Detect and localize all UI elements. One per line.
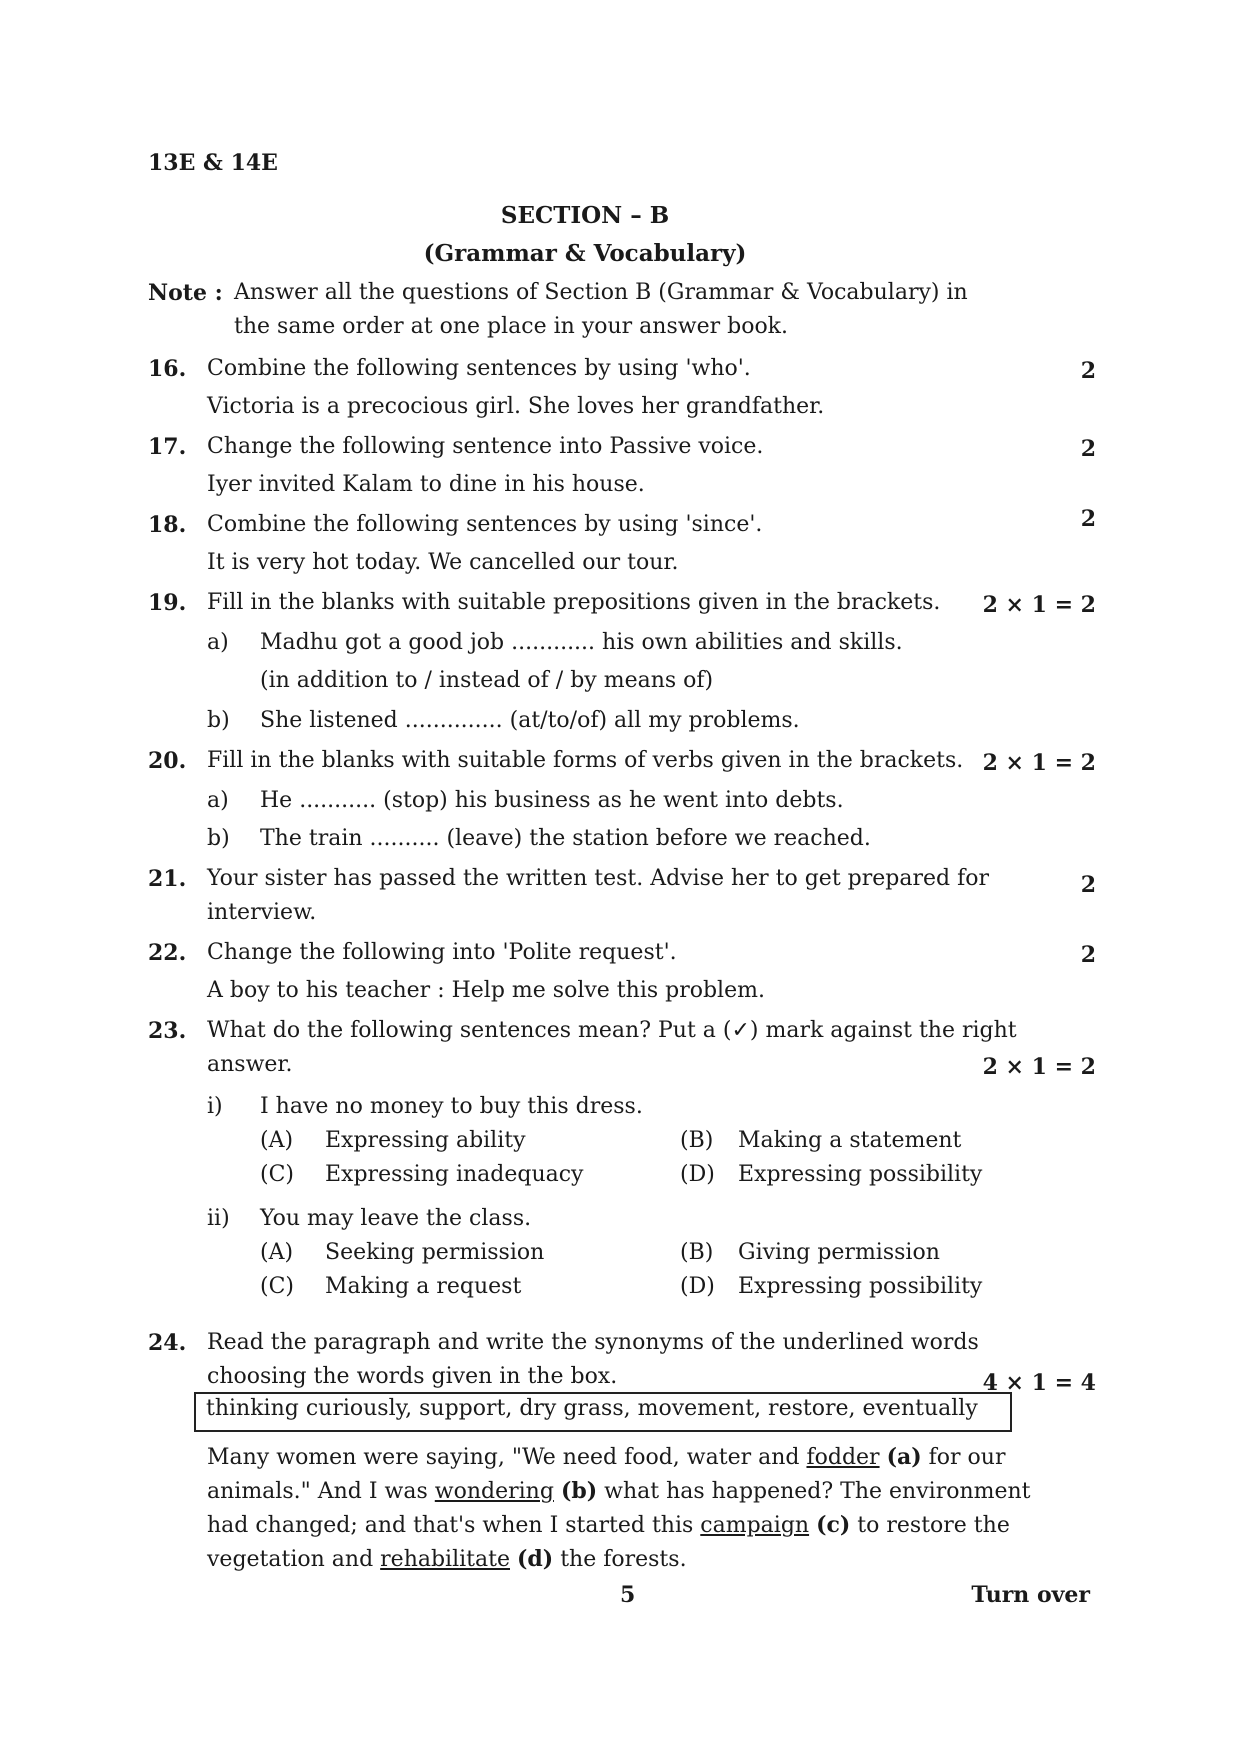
note-label: Note : (148, 280, 223, 306)
underlined-word-campaign: campaign (700, 1513, 810, 1538)
q20-b-label: b) (207, 826, 230, 851)
q23-i-option-a-text: Expressing ability (325, 1128, 526, 1153)
section-title: SECTION – B (500, 202, 670, 229)
q23-ii-option-d-label: (D) (680, 1274, 715, 1299)
q23-text-line2: answer. (207, 1052, 293, 1077)
q23-ii-option-d-text: Expressing possibility (738, 1274, 983, 1299)
q24-text-line2: choosing the words given in the box. (207, 1364, 618, 1389)
underlined-word-rehabilitate: rehabilitate (380, 1547, 510, 1572)
q23-ii-option-c-label: (C) (260, 1274, 294, 1299)
q23-text: What do the following sentences mean? Put a (✓) mark against the right (207, 1018, 1017, 1043)
q20-a-text: He ........... (stop) his business as he went into debts. (260, 788, 844, 813)
q22-marks: 2 (1080, 942, 1096, 968)
q18-marks: 2 (1080, 506, 1096, 532)
paper-code: 13E & 14E (148, 150, 278, 176)
q20-b-text: The train .......... (leave) the station before we reached. (260, 826, 871, 851)
q17-text: Change the following sentence into Passive voice. (207, 434, 764, 459)
word-box-text: thinking curiously, support, dry grass, movement, restore, eventually (206, 1396, 978, 1421)
section-subtitle: (Grammar & Vocabulary) (423, 240, 747, 267)
q19-marks: 2 × 1 = 2 (982, 592, 1096, 618)
turn-over-text: Turn over (971, 1582, 1090, 1608)
q22-number: 22. (148, 940, 187, 966)
q23-i-option-b-text: Making a statement (738, 1128, 962, 1153)
q23-ii-option-c-text: Making a request (325, 1274, 522, 1299)
note-text-line1: Answer all the questions of Section B (Grammar & Vocabulary) in (234, 280, 968, 305)
q18-sentence: It is very hot today. We cancelled our tour. (207, 550, 679, 575)
q19-a-label: a) (207, 630, 229, 655)
q16-number: 16. (148, 356, 187, 382)
q23-i-option-c-text: Expressing inadequacy (325, 1162, 584, 1187)
underlined-word-wondering: wondering (434, 1479, 554, 1504)
note-text-line2: the same order at one place in your answer book. (234, 314, 789, 339)
q19-a-text: Madhu got a good job ............ his own abilities and skills. (260, 630, 903, 655)
page-number: 5 (620, 1582, 636, 1608)
q22-sentence: A boy to his teacher : Help me solve this problem. (207, 978, 765, 1003)
q23-marks: 2 × 1 = 2 (982, 1054, 1096, 1080)
q21-text: Your sister has passed the written test. Advise her to get prepared for (207, 866, 989, 891)
q24-text: Read the paragraph and write the synonyms of the underlined words (207, 1330, 979, 1355)
q23-i-option-a-label: (A) (260, 1128, 294, 1153)
q17-number: 17. (148, 434, 187, 460)
q16-marks: 2 (1080, 358, 1096, 384)
q23-i-text: I have no money to buy this dress. (260, 1094, 643, 1119)
q23-number: 23. (148, 1018, 187, 1044)
q19-text: Fill in the blanks with suitable prepositions given in the brackets. (207, 590, 941, 615)
q23-i-label: i) (207, 1094, 223, 1119)
q18-number: 18. (148, 512, 187, 538)
q20-number: 20. (148, 748, 187, 774)
q17-marks: 2 (1080, 436, 1096, 462)
q23-i-option-d-text: Expressing possibility (738, 1162, 983, 1187)
q24-marks: 4 × 1 = 4 (982, 1370, 1096, 1396)
q23-i-option-d-label: (D) (680, 1162, 715, 1187)
q23-ii-option-b-text: Giving permission (738, 1240, 940, 1265)
q20-a-label: a) (207, 788, 229, 813)
q23-ii-option-a-label: (A) (260, 1240, 294, 1265)
q24-number: 24. (148, 1330, 187, 1356)
q19-number: 19. (148, 590, 187, 616)
q24-paragraph-line2: animals." And I was wondering (b) what has happened? The environment (207, 1478, 1031, 1504)
q23-ii-text: You may leave the class. (260, 1206, 532, 1231)
q22-text: Change the following into 'Polite request'. (207, 940, 677, 965)
q20-marks: 2 × 1 = 2 (982, 750, 1096, 776)
q23-ii-label: ii) (207, 1206, 230, 1231)
q19-a-options: (in addition to / instead of / by means of) (260, 668, 714, 693)
q20-text: Fill in the blanks with suitable forms of verbs given in the brackets. (207, 748, 964, 773)
q16-text: Combine the following sentences by using 'who'. (207, 356, 751, 381)
q24-paragraph-line1: Many women were saying, "We need food, water and fodder (a) for our (207, 1444, 1006, 1470)
q18-text: Combine the following sentences by using 'since'. (207, 512, 763, 537)
q21-text-line2: interview. (207, 900, 317, 925)
q16-sentence: Victoria is a precocious girl. She loves her grandfather. (207, 394, 825, 419)
q19-b-label: b) (207, 708, 230, 733)
q23-i-option-c-label: (C) (260, 1162, 294, 1187)
q23-ii-option-a-text: Seeking permission (325, 1240, 545, 1265)
underlined-word-fodder: fodder (806, 1445, 880, 1470)
q19-b-text: She listened .............. (at/to/of) all my problems. (260, 708, 800, 733)
q21-number: 21. (148, 866, 187, 892)
q24-paragraph-line4: vegetation and rehabilitate (d) the forests. (207, 1546, 687, 1572)
q23-ii-option-b-label: (B) (680, 1240, 714, 1265)
q17-sentence: Iyer invited Kalam to dine in his house. (207, 472, 645, 497)
q21-marks: 2 (1080, 872, 1096, 898)
q23-i-option-b-label: (B) (680, 1128, 714, 1153)
q24-paragraph-line3: had changed; and that's when I started this campaign (c) to restore the (207, 1512, 1010, 1538)
